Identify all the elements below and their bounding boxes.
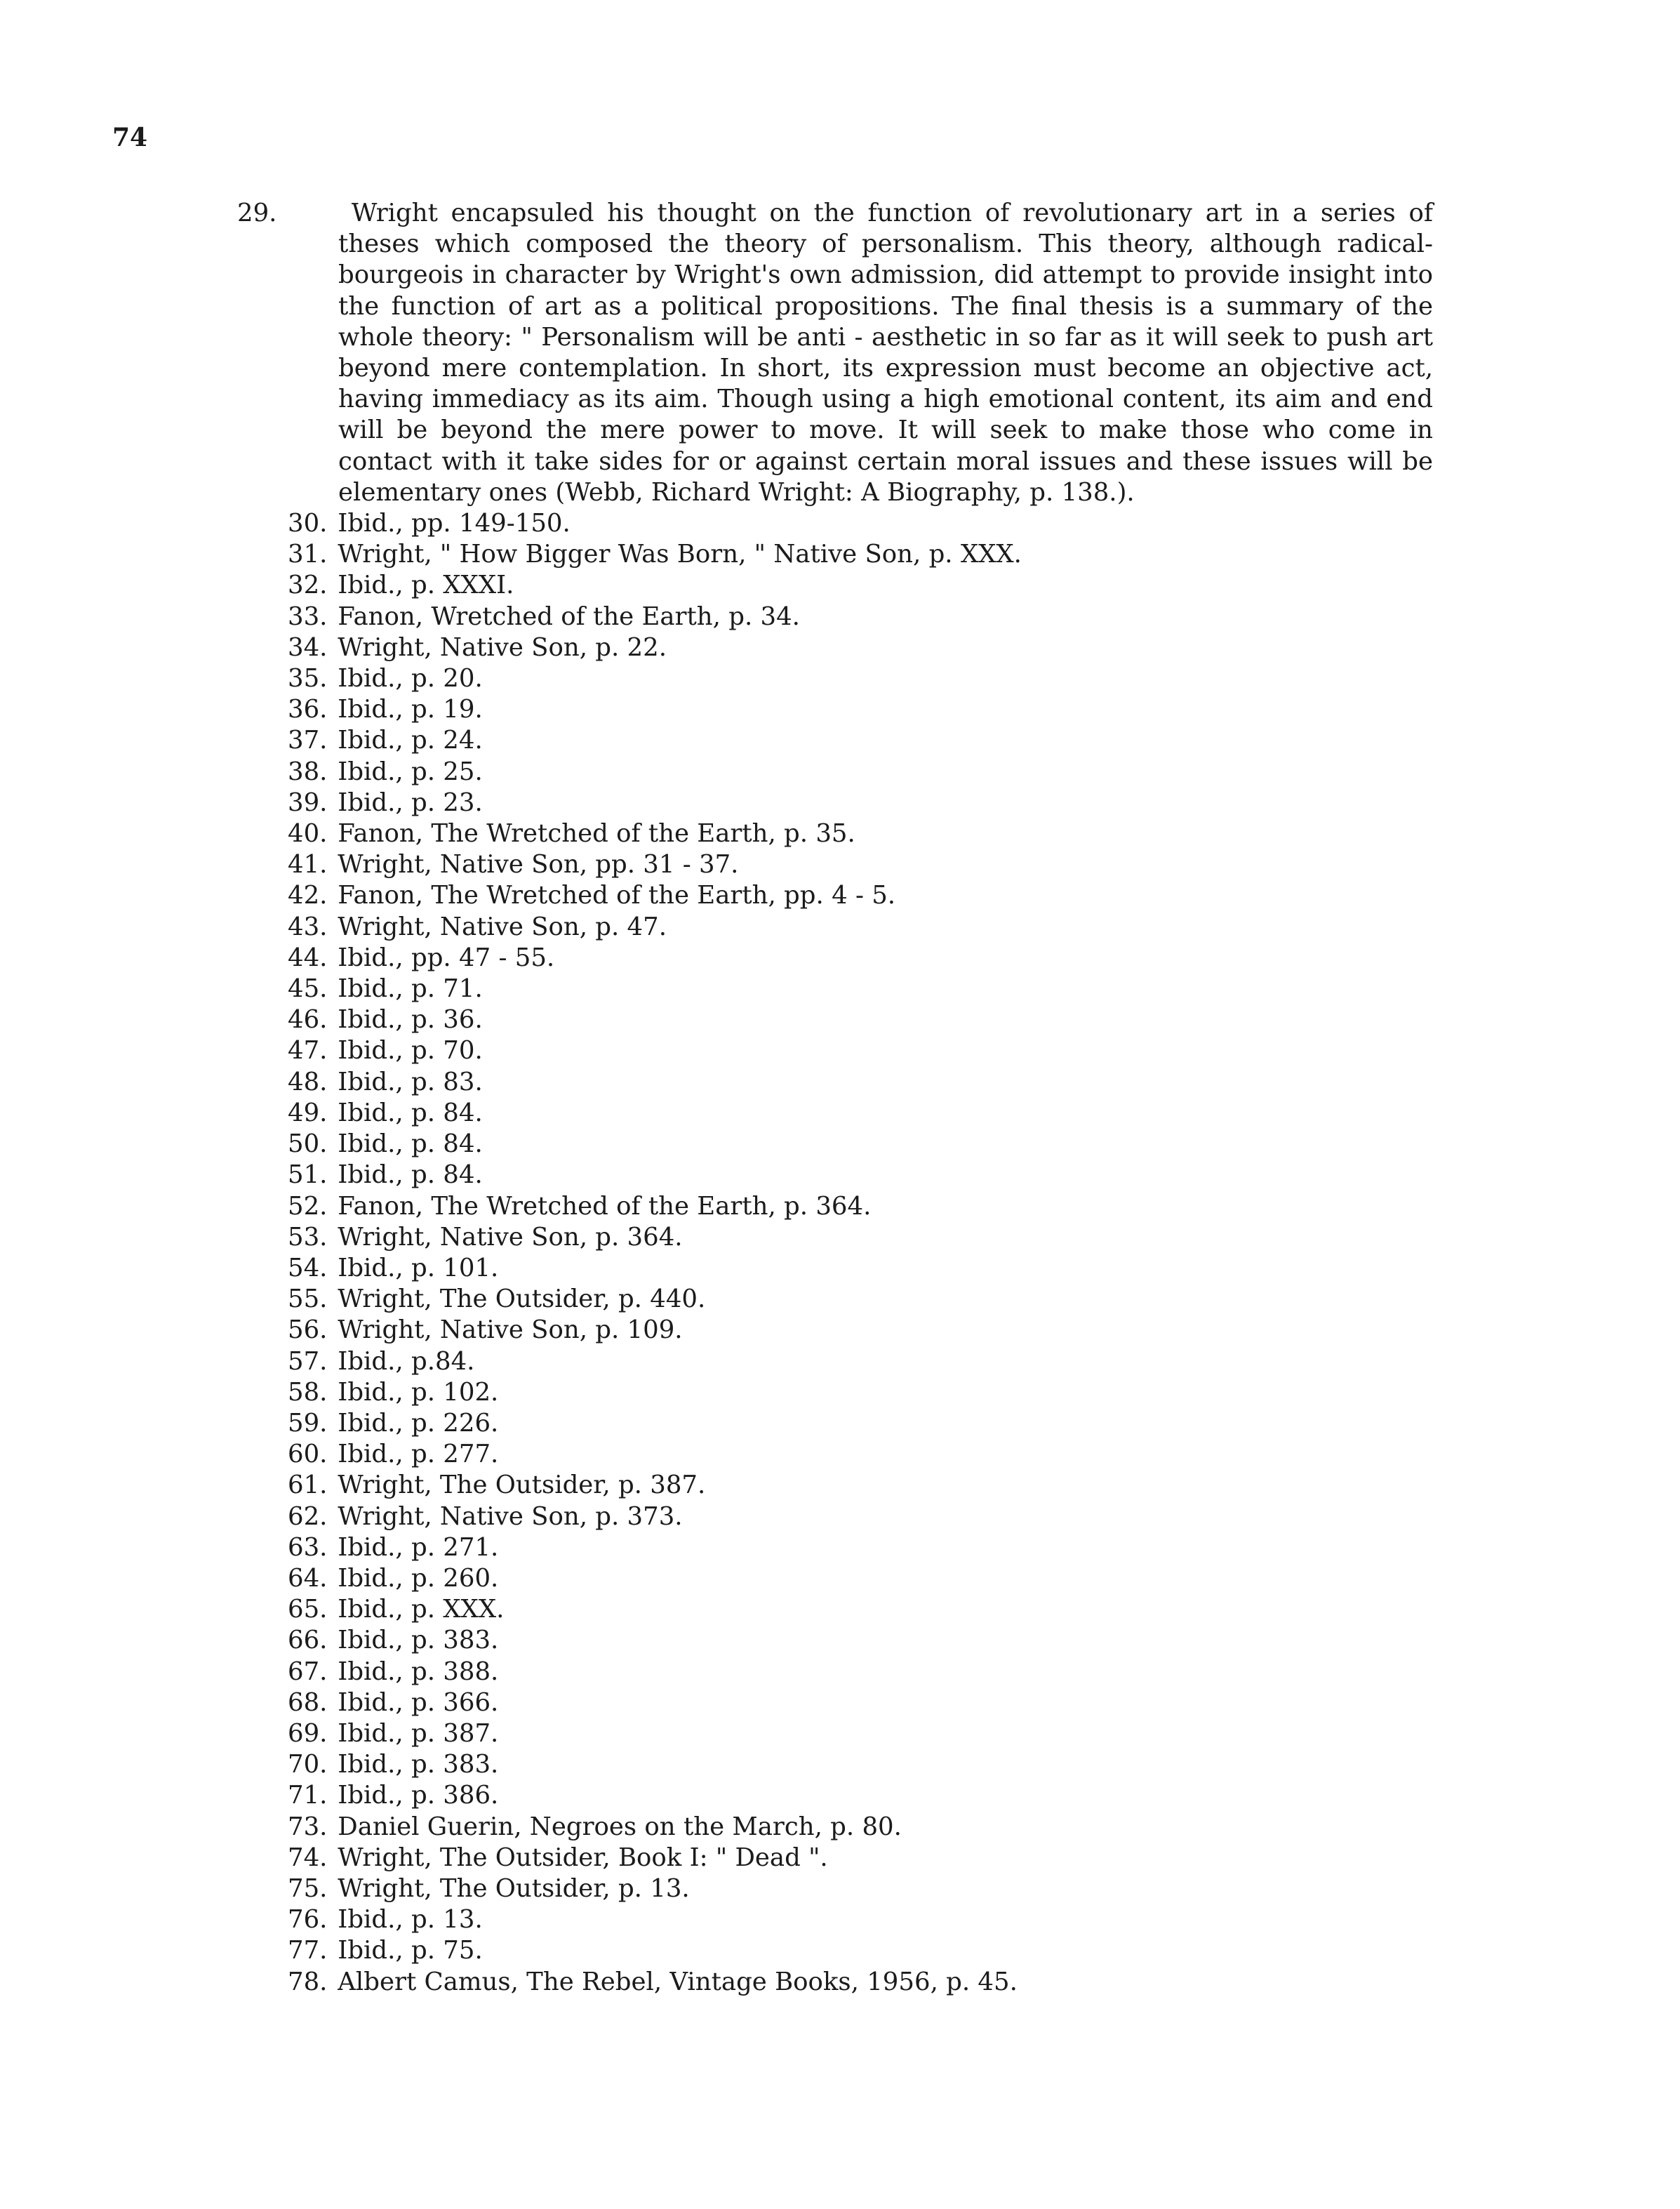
endnote-number: 31. <box>288 540 328 569</box>
endnote-text: Ibid., pp. 149-150. <box>338 509 571 538</box>
endnote <box>288 880 1439 911</box>
endnote-text: Ibid., p. 383. <box>338 1750 499 1779</box>
endnote-text: Ibid., p. 24. <box>338 726 483 755</box>
endnote-text: Wright, Native Son, pp. 31 - 37. <box>338 850 739 880</box>
endnote-number: 68. <box>288 1687 328 1717</box>
endnote-text: Ibid., p. 271. <box>338 1532 499 1562</box>
endnote-number: 49. <box>288 1098 328 1127</box>
endnote-text: Ibid., p. 83. <box>338 1067 483 1096</box>
endnote-number: 39. <box>288 788 328 817</box>
endnote-number: 67. <box>288 1657 328 1686</box>
endnote-text: Daniel Guerin, Negroes on the March, p. 80. <box>338 1812 902 1841</box>
endnote-text: Ibid., p. 70. <box>338 1036 483 1066</box>
endnote-text: Ibid., p. 102. <box>338 1377 499 1407</box>
endnote-text: Ibid., p. 84. <box>338 1098 483 1127</box>
endnote-text: Ibid., p. 20. <box>338 664 483 694</box>
endnote <box>288 1377 1439 1408</box>
endnote <box>288 1315 1439 1346</box>
endnote-number: 29. <box>237 199 277 227</box>
endnotes-list <box>237 198 1439 1998</box>
endnote <box>288 694 1439 725</box>
endnote <box>288 1718 1439 1749</box>
endnote-text: Wright, The Outsider, Book I: " Dead ". <box>338 1843 828 1872</box>
endnote-text: Wright, The Outsider, p. 13. <box>338 1873 690 1903</box>
endnote <box>288 1253 1439 1284</box>
endnote-number: 42. <box>288 881 328 910</box>
endnote <box>288 1284 1439 1315</box>
endnote <box>288 1067 1439 1098</box>
endnote-text: Fanon, Wretched of the Earth, p. 34. <box>338 602 800 631</box>
endnote-text: Ibid., p. 387. <box>338 1718 499 1748</box>
endnote-number: 57. <box>288 1346 328 1376</box>
endnote-number: 50. <box>288 1129 328 1159</box>
endnote-text: Ibid., p. XXXI. <box>338 571 514 600</box>
endnote-text: Ibid., pp. 47 - 55. <box>338 943 555 972</box>
endnote-text: Wright, Native Son, p. 109. <box>338 1315 683 1345</box>
endnote-number: 30. <box>288 509 328 538</box>
endnote-text: Ibid., p. 25. <box>338 757 483 786</box>
endnote-number: 51. <box>288 1160 328 1190</box>
endnote <box>288 818 1439 849</box>
endnote <box>288 508 1439 539</box>
endnote-number: 38. <box>288 757 328 786</box>
endnote-number: 48. <box>288 1067 328 1096</box>
endnote <box>288 1904 1439 1935</box>
endnote-text: Wright, Native Son, p. 373. <box>338 1501 683 1531</box>
endnote <box>237 198 1433 508</box>
endnote-number: 64. <box>288 1563 328 1593</box>
endnote <box>288 974 1439 1004</box>
endnote <box>288 1843 1439 1873</box>
endnote <box>288 539 1439 570</box>
endnote <box>288 1129 1439 1160</box>
endnote-text: Ibid., p. 383. <box>338 1626 499 1655</box>
endnote-text: Fanon, The Wretched of the Earth, p. 35. <box>338 819 855 849</box>
endnote <box>288 1160 1439 1190</box>
endnote <box>288 602 1439 632</box>
endnote <box>288 1035 1439 1066</box>
endnote-number: 60. <box>288 1440 328 1469</box>
endnote-number: 45. <box>288 974 328 1004</box>
endnote-text: Wright, The Outsider, p. 440. <box>338 1285 706 1314</box>
endnote <box>288 757 1439 788</box>
endnote-number: 70. <box>288 1750 328 1779</box>
endnote-text: Ibid., p. 36. <box>338 1005 483 1035</box>
endnote <box>288 1439 1439 1470</box>
endnote-number: 58. <box>288 1377 328 1407</box>
endnote <box>288 1935 1439 1966</box>
endnote <box>288 788 1439 818</box>
endnote <box>288 1222 1439 1253</box>
endnote-number: 56. <box>288 1315 328 1345</box>
endnote-number: 78. <box>288 1967 328 1996</box>
endnote <box>288 570 1439 601</box>
endnote-text: Ibid., p. 101. <box>338 1253 499 1282</box>
endnote <box>288 1532 1439 1563</box>
endnote-number: 69. <box>288 1718 328 1748</box>
endnote-text: Ibid., p. 388. <box>338 1657 499 1686</box>
endnote-number: 44. <box>288 943 328 972</box>
endnote-number: 62. <box>288 1501 328 1531</box>
endnote <box>288 849 1439 880</box>
endnote-number: 40. <box>288 819 328 849</box>
endnote-number: 32. <box>288 571 328 600</box>
endnote-text: Ibid., p. 84. <box>338 1129 483 1159</box>
endnote-number: 76. <box>288 1905 328 1935</box>
endnote-number: 71. <box>288 1781 328 1810</box>
endnote <box>288 1657 1439 1687</box>
endnote-text: Ibid., p.84. <box>338 1346 475 1376</box>
endnote-number: 65. <box>288 1595 328 1624</box>
endnote-number: 43. <box>288 912 328 941</box>
endnote-text: Fanon, The Wretched of the Earth, pp. 4 - 5. <box>338 881 896 910</box>
endnote-text: Ibid., p. 226. <box>338 1408 499 1438</box>
endnote-number: 33. <box>288 602 328 631</box>
endnote-text: Wright, " How Bigger Was Born, " Native Son, p. XXX. <box>338 540 1022 569</box>
endnote-number: 73. <box>288 1812 328 1841</box>
endnote-text: Wright, Native Son, p. 364. <box>338 1222 683 1252</box>
endnote-number: 47. <box>288 1036 328 1066</box>
endnote-text: Ibid., p. 277. <box>338 1440 499 1469</box>
endnote-text: Ibid., p. 75. <box>338 1936 483 1965</box>
endnote-number: 77. <box>288 1936 328 1965</box>
endnote <box>288 1687 1439 1718</box>
endnote-number: 35. <box>288 664 328 694</box>
endnote <box>288 1594 1439 1625</box>
endnote-number: 75. <box>288 1873 328 1903</box>
endnote-text: Ibid., p. 260. <box>338 1563 499 1593</box>
endnote-text: Fanon, The Wretched of the Earth, p. 364. <box>338 1191 872 1221</box>
endnote <box>288 1191 1439 1222</box>
endnote <box>288 912 1439 943</box>
endnote <box>288 1873 1439 1904</box>
endnote <box>288 1346 1439 1377</box>
endnote-text: Ibid., p. 386. <box>338 1781 499 1810</box>
endnote <box>288 1098 1439 1129</box>
endnote-number: 54. <box>288 1253 328 1282</box>
endnote-number: 59. <box>288 1408 328 1438</box>
endnote-text: Ibid., p. 84. <box>338 1160 483 1190</box>
endnote <box>288 1967 1439 1998</box>
endnote-number: 34. <box>288 632 328 662</box>
endnote <box>288 1625 1439 1656</box>
endnote-number: 53. <box>288 1222 328 1252</box>
endnote-number: 63. <box>288 1532 328 1562</box>
endnote <box>288 1563 1439 1594</box>
endnote-number: 36. <box>288 695 328 724</box>
endnote <box>288 1470 1439 1501</box>
endnote-number: 37. <box>288 726 328 755</box>
endnote-text: Wright, Native Son, p. 47. <box>338 912 667 941</box>
endnote-text: Albert Camus, The Rebel, Vintage Books, 1956, p. 45. <box>338 1967 1018 1996</box>
page-number: 74 <box>112 123 148 152</box>
endnote <box>288 725 1439 756</box>
endnote <box>288 632 1439 663</box>
endnote <box>288 1501 1439 1532</box>
endnote-text: Ibid., p. XXX. <box>338 1595 505 1624</box>
endnote <box>288 1812 1439 1843</box>
endnote-text: Ibid., p. 71. <box>338 974 483 1004</box>
endnote-number: 61. <box>288 1471 328 1500</box>
endnote-number: 41. <box>288 850 328 880</box>
endnote-number: 55. <box>288 1285 328 1314</box>
endnote <box>288 663 1439 694</box>
endnote-text: Ibid., p. 19. <box>338 695 483 724</box>
endnote-text: Ibid., p. 23. <box>338 788 483 817</box>
endnote-number: 52. <box>288 1191 328 1221</box>
endnote <box>288 943 1439 974</box>
endnote <box>288 1780 1439 1811</box>
endnote <box>288 1004 1439 1035</box>
endnote-text: Wright encapsuled his thought on the function of revolutionary art in a series of theses which composed the theory of personalism. This theory, although radical-bourgeois in character by Wright's own admission, did attempt to provide insight into the function of art as a political propositions. The final thesis is a summary of the whole theory: " Personalism will be anti - aesthetic in so far as it will seek to push art beyond mere contemplation. In short, its expression must become an objective act, having immediacy as its aim. Though using a high emotional content, its aim and end will be beyond the mere power to move. It will seek to make those who come in contact with it take sides for or against certain moral issues and these issues will be elementary ones (Webb, Richard Wright: A Biography, p. 138.). <box>338 199 1433 507</box>
endnote-number: 46. <box>288 1005 328 1035</box>
endnote-text: Wright, Native Son, p. 22. <box>338 632 667 662</box>
endnote-number: 66. <box>288 1626 328 1655</box>
endnote <box>288 1749 1439 1780</box>
endnote-number: 74. <box>288 1843 328 1872</box>
endnote <box>288 1408 1439 1439</box>
endnote-text: Ibid., p. 13. <box>338 1905 483 1935</box>
endnote-text: Wright, The Outsider, p. 387. <box>338 1471 706 1500</box>
endnote-text: Ibid., p. 366. <box>338 1687 499 1717</box>
